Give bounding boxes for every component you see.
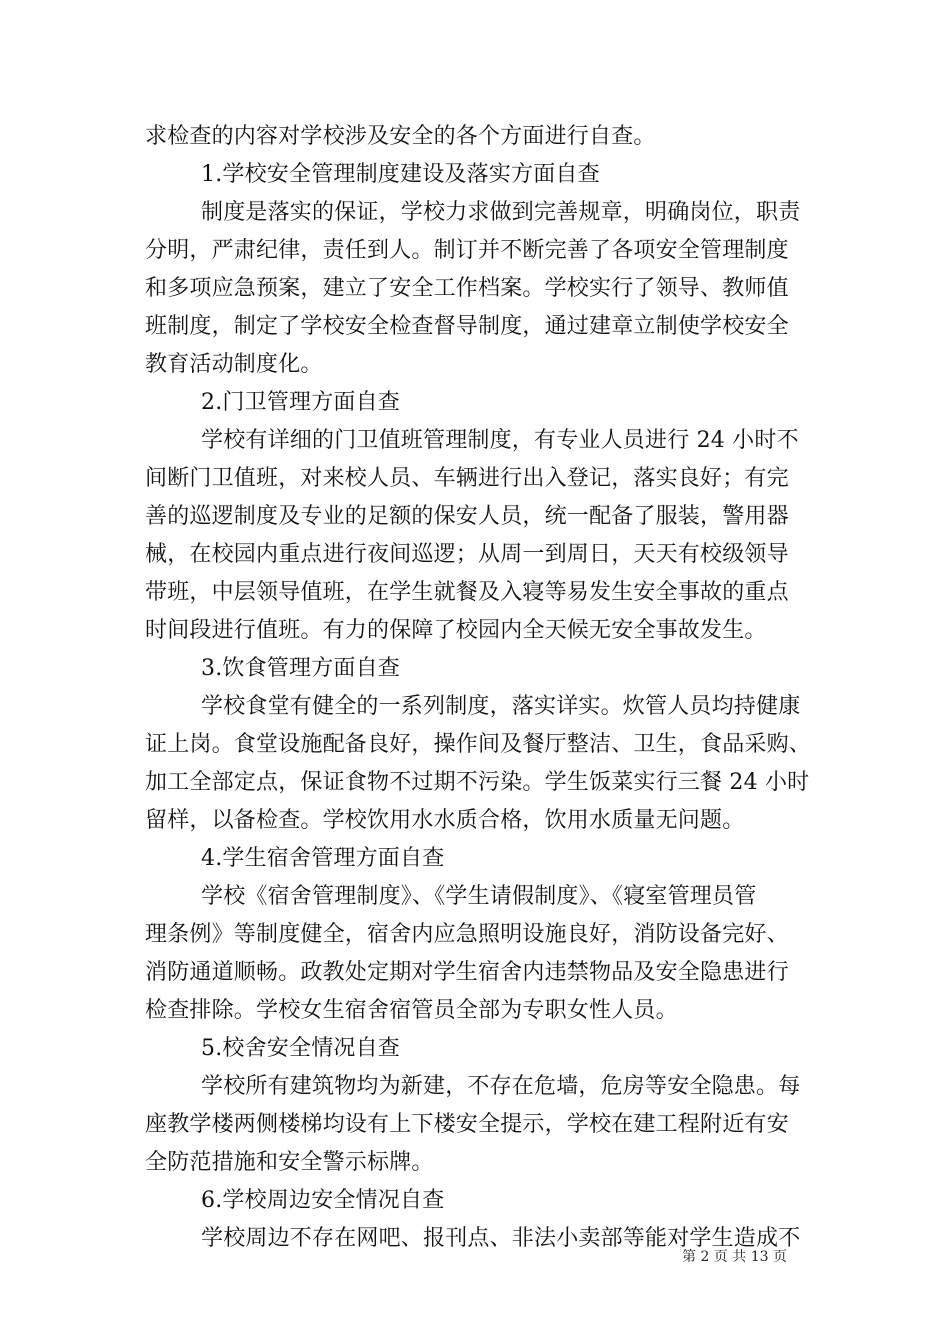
text-line: 留样，以备检查。学校饮用水水质合格，饮用水质量无问题。 [145,808,745,833]
text-line: 座教学楼两侧楼梯均设有上下楼安全提示，学校在建工程附近有安 [145,1112,789,1137]
text-line: 时间段进行值班。有力的保障了校园内全天候无安全事故发生。 [145,618,767,643]
text-line: 制度是落实的保证，学校力求做到完善规章，明确岗位，职责 [201,200,801,225]
text-line: 学校《宿舍管理制度》、《学生请假制度》、《寝室管理员管 [201,884,757,909]
text-line: 证上岗。食堂设施配备良好，操作间及餐厅整洁、卫生，食品采购、 [145,732,812,757]
text-line: 学校有详细的门卫值班管理制度，有专业人员进行 24 小时不 [201,428,799,453]
section-heading: 2.门卫管理方面自查 [201,390,400,415]
text-line: 械，在校园内重点进行夜间巡逻；从周一到周日，天天有校级领导 [145,542,789,567]
text-line: 班制度，制定了学校安全检查督导制度，通过建章立制使学校安全 [145,314,789,339]
text-line: 学校食堂有健全的一系列制度，落实详实。炊管人员均持健康 [201,694,801,719]
text-line: 学校所有建筑物均为新建，不存在危墙，危房等安全隐患。每 [201,1074,801,1099]
text-line: 善的巡逻制度及专业的足额的保安人员，统一配备了服装，警用器 [145,504,789,529]
text-line: 教育活动制度化。 [145,352,323,377]
text-line: 检查排除。学校女生宿舍宿管员全部为专职女性人员。 [145,998,678,1023]
text-line: 间断门卫值班，对来校人员、车辆进行出入登记，落实良好；有完 [145,466,789,491]
text-line: 求检查的内容对学校涉及安全的各个方面进行自查。 [145,124,656,149]
section-heading: 3.饮食管理方面自查 [201,656,400,681]
text-line: 学校周边不存在网吧、报刊点、非法小卖部等能对学生造成不 [201,1226,801,1251]
document-body [145,118,815,1258]
text-line: 分明，严肃纪律，责任到人。制订并不断完善了各项安全管理制度 [145,238,789,263]
text-line: 消防通道顺畅。政教处定期对学生宿舍内违禁物品及安全隐患进行 [145,960,789,985]
section-heading: 4.学生宿舍管理方面自查 [201,846,445,871]
section-heading: 6.学校周边安全情况自查 [201,1188,445,1213]
text-line: 理条例》等制度健全，宿舍内应急照明设施良好，消防设备完好、 [145,922,789,947]
page-footer: 第 2 页 共 13 页 [682,1249,787,1265]
text-line: 全防范措施和安全警示标牌。 [145,1150,434,1175]
section-heading: 5.校舍安全情况自查 [201,1036,400,1061]
text-line: 加工全部定点，保证食物不过期不污染。学生饭菜实行三餐 24 小时 [145,770,810,795]
text-line: 和多项应急预案，建立了安全工作档案。学校实行了领导、教师值 [145,276,789,301]
section-heading: 1.学校安全管理制度建设及落实方面自查 [201,162,600,187]
text-line: 带班，中层领导值班，在学生就餐及入寝等易发生安全事故的重点 [145,580,789,605]
